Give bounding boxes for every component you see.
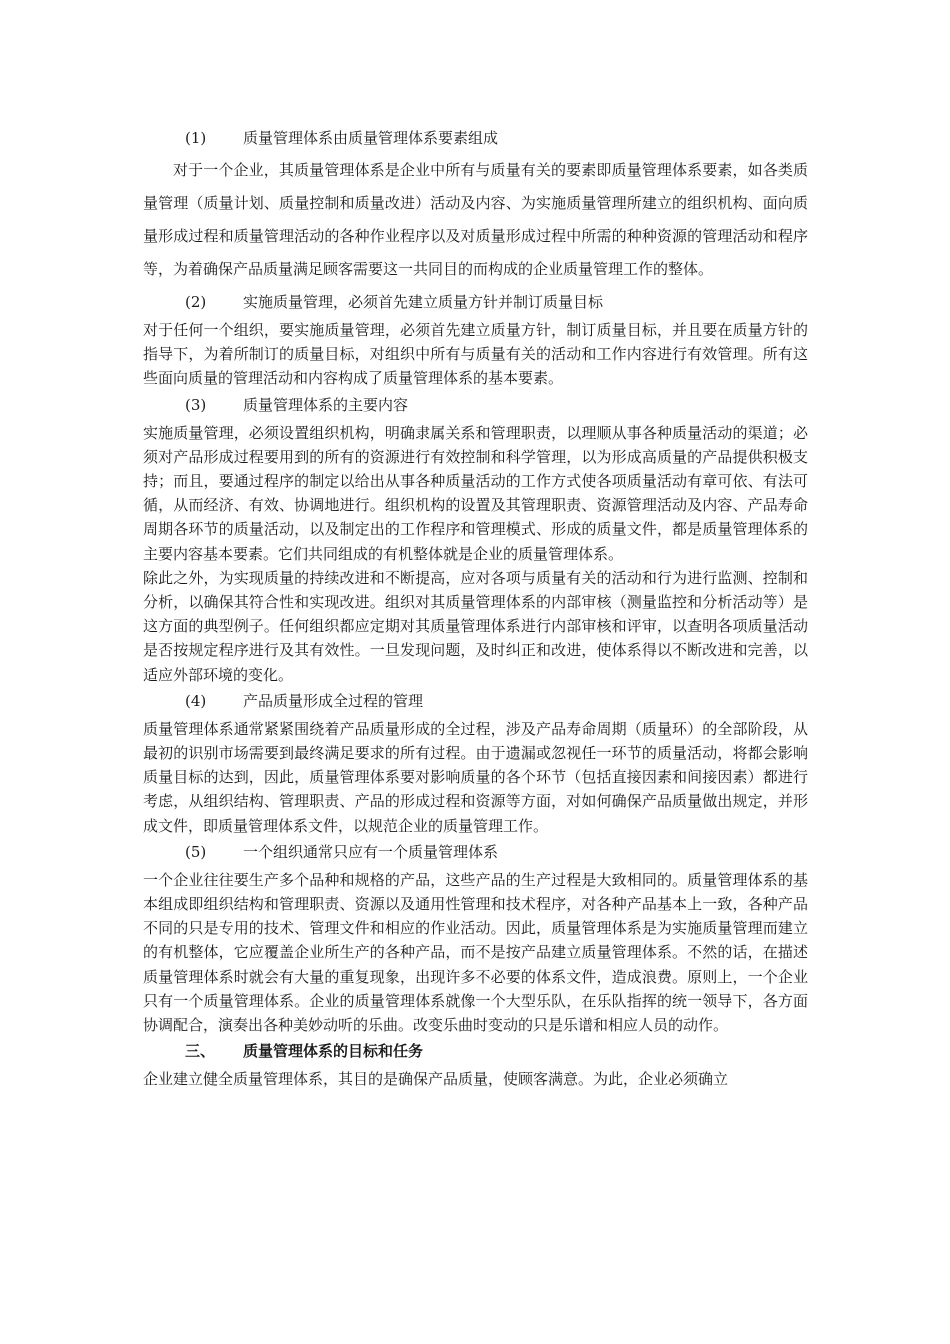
document-page <box>143 125 808 1092</box>
section-title: 实施质量管理，必须首先建立质量方针并制订质量目标 <box>243 293 604 311</box>
paragraph: 一个企业往往要生产多个品种和规格的产品，这些产品的生产过程是大致相同的。质量管理体系的基本组成即组织结构和管理职责、资源以及通用性管理和技术程序，对各种产品基本上一致，各种产品不同的只是专用的技术、管理文件和相应的作业活动。因此，质量管理体系是为实施质量管理而建立的有机整体，它应覆盖企业所生产的各种产品，而不是按产品建立质量管理体系。不然的话，在描述质量管理体系时就会有大量的重复现象，出现许多不必要的体系文件，造成浪费。原则上，一个企业只有一个质量管理体系。企业的质量管理体系就像一个大型乐队，在乐队指挥的统一领导下，各方面协调配合，演奏出各种美妙动听的乐曲。改变乐曲时变动的只是乐谱和相应人员的动作。 <box>143 870 808 1035</box>
section-heading <box>143 289 808 315</box>
section-5 <box>143 839 808 1037</box>
section-number: 三、 <box>185 1042 216 1061</box>
section-title: 一个组织通常只应有一个质量管理体系 <box>243 842 499 861</box>
paragraph: 实施质量管理，必须设置组织机构，明确隶属关系和管理职责，以理顺从事各种质量活动的渠道；必须对产品形成过程要用到的所有的资源进行有效控制和科学管理，以为形成高质量的产品提供积极支持；而且，要通过程序的制定以给出从事各种质量活动的工作方式使各项质量活动有章可依、有法可循，从而经济、有效、协调地进行。组织机构的设置及其管理职责、资源管理活动及内容、产品寿命周期各环节的质量活动，以及制定出的工作程序和管理模式、形成的质量文件，都是质量管理体系的主要内容基本要素。它们共同组成的有机整体就是企业的质量管理体系。 <box>143 423 808 563</box>
section-2 <box>143 289 808 391</box>
section-number: (5) <box>185 842 207 861</box>
section-3 <box>143 392 808 687</box>
section-number: (3) <box>185 395 207 414</box>
paragraph: 对于任何一个组织，要实施质量管理，必须首先建立质量方针，制订质量目标，并且要在质量方针的指导下，为着所制订的质量目标，对组织中所有与质量有关的活动和工作内容进行有效管理。所有这些面向质量的管理活动和内容构成了质量管理体系的基本要素。 <box>143 321 808 388</box>
section-heading <box>143 392 808 418</box>
section-heading <box>143 1038 808 1064</box>
section-title: 质量管理体系的主要内容 <box>243 395 409 414</box>
section-1 <box>143 125 808 286</box>
paragraph: 除此之外，为实现质量的持续改进和不断提高，应对各项与质量有关的活动和行为进行监测、控制和分析，以确保其符合性和实现改进。组织对其质量管理体系的内部审核（测量监控和分析活动等）是这方面的典型例子。任何组织都应定期对其质量管理体系进行内部审核和评审，以查明各项质量活动是否按规定程序进行及其有效性。一旦发现问题，及时纠正和改进，使体系得以不断改进和完善，以适应外部环境的变化。 <box>143 568 808 684</box>
section-number: (1) <box>185 129 207 147</box>
paragraph: 对于一个企业，其质量管理体系是企业中所有与质量有关的要素即质量管理体系要素，如各类质量管理（质量计划、质量控制和质量改进）活动及内容、为实施质量管理所建立的组织机构、面向质量形成过程和质量管理活动的各种作业程序以及对质量形成过程中所需的种种资源的管理活动和程序等，为着确保产品质量满足顾客需要这一共同目的而构成的企业质量管理工作的整体。 <box>143 161 808 278</box>
section-title: 质量管理体系由质量管理体系要素组成 <box>243 129 499 147</box>
section-heading <box>143 839 808 865</box>
section-4 <box>143 688 808 838</box>
section-number: (2) <box>185 293 207 311</box>
section-title: 质量管理体系的目标和任务 <box>243 1042 424 1061</box>
section-title: 产品质量形成全过程的管理 <box>243 691 424 710</box>
section-three <box>143 1038 808 1091</box>
section-heading <box>143 688 808 714</box>
section-heading <box>143 125 808 151</box>
paragraph: 企业建立健全质量管理体系，其目的是确保产品质量，使顾客满意。为此，企业必须确立 <box>143 1070 729 1089</box>
paragraph: 质量管理体系通常紧紧围绕着产品质量形成的全过程，涉及产品寿命周期（质量环）的全部阶段，从最初的识别市场需要到最终满足要求的所有过程。由于遗漏或忽视任一环节的质量活动，将都会影响质量目标的达到，因此，质量管理体系要对影响质量的各个环节（包括直接因素和间接因素）都进行考虑，从组织结构、管理职责、产品的形成过程和资源等方面，对如何确保产品质量做出规定，并形成文件，即质量管理体系文件，以规范企业的质量管理工作。 <box>143 719 808 835</box>
section-number: (4) <box>185 691 207 710</box>
